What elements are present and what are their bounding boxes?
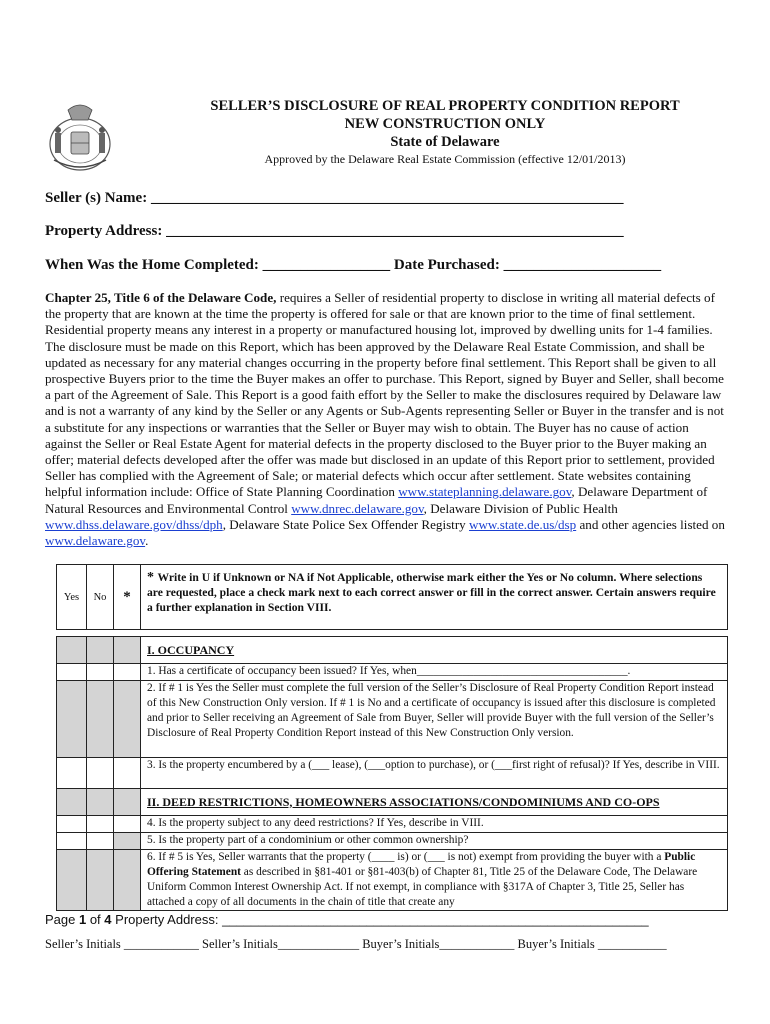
public-offering-statement: Public Offering Statement [147,851,696,878]
chapter-lead: Chapter 25, Title 6 of the Delaware Code, [45,290,277,305]
instructions-star: * [147,570,158,585]
delaware-state-seal [44,98,116,174]
paragraph-text: . [145,533,149,549]
report-title-line2: NEW CONSTRUCTION ONLY [344,116,546,132]
question-6-text: as described in §81-401 or §81-403(b) of Chapter 81, Title 25 of the Delaware Code, The Delaware Uniform Common Interest Ownership Act. If not exempt, in compliance with §317A of Chapter 3, Title 25, Seller has attached a copy of all documents in the chain of title that create any [147,866,698,908]
yes-checkbox[interactable] [57,758,87,789]
no-cell [87,681,114,758]
table-row [57,850,728,911]
star-cell [114,637,141,664]
property-address-field[interactable]: Property Address: _____________________________________________________________ [45,223,624,239]
star-cell [114,833,141,850]
star-checkbox[interactable] [114,816,141,833]
state-seal-icon [44,98,116,174]
table-header-row [57,565,728,630]
yes-checkbox[interactable] [57,816,87,833]
page-of-label: of [86,912,105,927]
link-delaware-gov[interactable]: www.delaware.gov [45,533,146,549]
yes-column-header: Yes [57,565,87,630]
no-checkbox[interactable] [87,816,114,833]
footer-property-address[interactable]: Property Address: ___________________________________________________________ [111,912,649,927]
no-checkbox[interactable] [87,758,114,789]
approval-note: Approved by the Delaware Real Estate Commission (effective 12/01/2013) [264,152,626,166]
table-row [57,833,728,850]
section-title-deed-restrictions: II. DEED RESTRICTIONS, HOMEOWNERS ASSOCIATIONS/CONDOMINIUMS AND CO-OPS [147,794,660,809]
table-row [57,789,728,816]
yes-checkbox[interactable] [57,833,87,850]
star-cell [114,681,141,758]
question-2: 2. If # 1 is Yes the Seller must complete the full version of the Seller’s Disclosure of Real Property Condition Report instead of this New Construction Only version. If # 1 is No and a certificate of occupancy is issued after this disclosure is completed and prior to Seller receiving an Agreement of Sale from Buyer, Seller will provide Buyer with the full version of the Seller’s Disclosure of Real Property Condition Report instead of this New Construction Only version. [141,681,728,758]
paragraph-text: , Delaware Department of Natural Resources and Environmental Control [45,484,708,516]
question-3: 3. Is the property encumbered by a (___ lease), (___option to purchase), or (___first right of refusal)? If Yes, describe in VIII. [141,758,728,789]
paragraph-text: requires a Seller of residential property to disclose in writing all material defects of the property that are known at the time the property is offered for sale or that are known prior to the time of final settlement. Residential property means any interest in a property or manufactured housing lot, improved by dwelling units for 1-4 families. The disclosure must be made on this Report, which has been approved by the Delaware Real Estate Commission, and shall be updated as necessary for any material changes occurring in the property before final settlement. This Report shall be given to all prospective Buyers prior to the time the Buyer makes an offer to purchase. This Report, signed by Buyer and Seller, shall become a part of the Agreement of Sale. This Report is a good faith effort by the Seller to make the disclosures required by Delaware law and is not a warranty of any kind by the Seller or any Agents or Sub-Agents representing Seller or Buyer in the transfer and is not a substitute for any inspections or warranties that the Seller or Buyer may wish to obtain. The Buyer has no cause of action against the Seller or Real Estate Agent for material defects in the property disclosed to the Buyer prior to the Buyer making an offer; material defects developed after the offer was made but disclosed in an update of this Report prior to settlement, provided Seller has complied with the Agreement of Sale; or material defects which occur after settlement. State websites containing helpful information include: Office of State Planning Coordination [45,290,724,500]
yes-checkbox[interactable] [57,664,87,681]
page-label: Page [45,912,79,927]
no-cell [87,850,114,911]
report-state: State of Delaware [390,134,500,150]
link-state-police[interactable]: www.state.de.us/dsp [469,516,577,532]
yes-cell [57,681,87,758]
table-row [57,681,728,758]
table-row [57,637,728,664]
table-spacer [57,630,728,637]
initials-line[interactable]: Seller’s Initials ____________ Seller’s Initials_____________ Buyer’s Initials____________ Buyer’s Initials ___________ [45,937,667,951]
no-column-header: No [87,565,114,630]
no-checkbox[interactable] [87,833,114,850]
page-footer [45,912,649,927]
question-1: 1. Has a certificate of occupancy been issued? If Yes, when_____________________________________. [141,664,728,681]
star-cell [114,850,141,911]
star-cell [114,789,141,816]
yes-cell [57,637,87,664]
table-row [57,758,728,789]
link-dnrec[interactable]: www.dnrec.delaware.gov [291,500,424,516]
instructions-cell [141,565,728,630]
page-total: 4 [104,912,112,927]
section-title-occupancy: I. OCCUPANCY [147,642,235,657]
star-checkbox[interactable] [114,758,141,789]
star-checkbox[interactable] [114,664,141,681]
page-number: 1 [78,912,87,927]
yes-cell [57,789,87,816]
table-row [57,816,728,833]
instructions-text: Write in U if Unknown or NA if Not Applicable, otherwise mark either the Yes or No column. Where selections are requested, place a check mark next to each correct answer or fill in the correct answer. Certain answers require a further explanation in Section VIII. [147,571,716,615]
no-cell [87,789,114,816]
paragraph-text: , Delaware State Police Sex Offender Registry [222,516,470,532]
yes-cell [57,850,87,911]
table-row [57,664,728,681]
question-5: 5. Is the property part of a condominium or other common ownership? [141,833,728,850]
link-stateplanning[interactable]: www.stateplanning.delaware.gov [398,484,572,500]
link-dhss[interactable]: www.dhss.delaware.gov/dhss/dph [45,516,223,532]
no-checkbox[interactable] [87,664,114,681]
report-title-line1: SELLER’S DISCLOSURE OF REAL PROPERTY CONDITION REPORT [210,98,680,114]
question-4: 4. Is the property subject to any deed restrictions? If Yes, describe in VIII. [141,816,728,833]
question-6-text: 6. If # 5 is Yes, Seller warrants that the property (____ is) or (___ is not) exempt from providing the buyer with a [147,851,665,863]
no-cell [87,637,114,664]
star-column-header: * [114,565,141,630]
seller-name-field[interactable]: Seller (s) Name: _______________________________________________________________ [45,190,624,206]
paragraph-text: , Delaware Division of Public Health [423,500,618,516]
disclosure-table [56,564,728,911]
disclosure-paragraph [45,290,725,549]
question-6 [141,850,728,911]
home-completed-field[interactable]: When Was the Home Completed: _________________ Date Purchased: _____________________ [45,257,662,273]
paragraph-text: and other agencies listed on [576,516,725,532]
